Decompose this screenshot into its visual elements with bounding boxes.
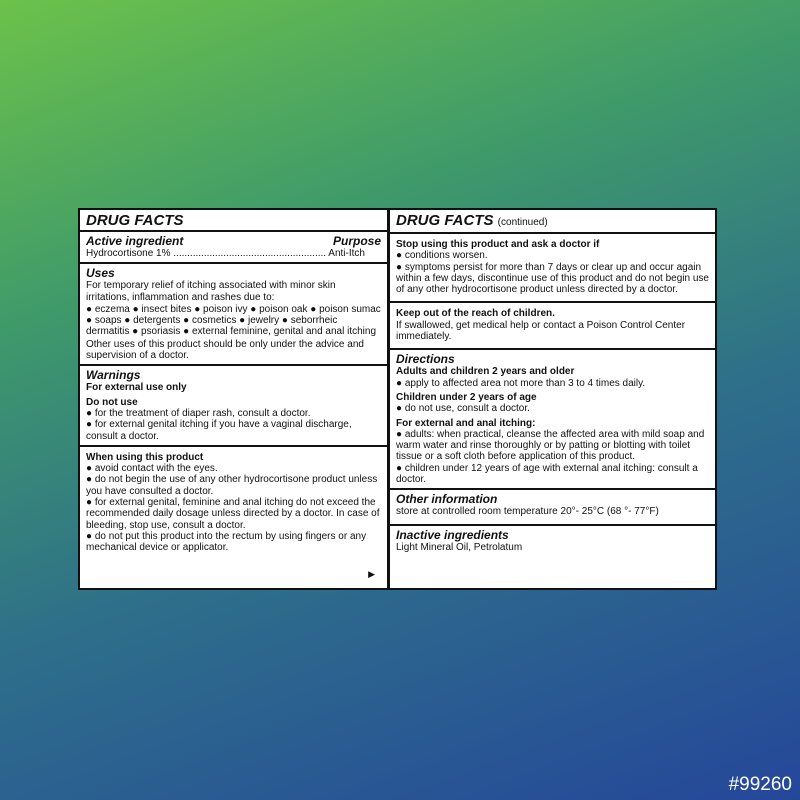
- warnings-title: Warnings: [86, 368, 141, 383]
- do-not-use-title: Do not use: [86, 396, 138, 408]
- adults-item: ● apply to affected area not more than 3 to 4 times daily.: [396, 377, 646, 389]
- stop-using-title: Stop using this product and ask a doctor if: [396, 239, 600, 250]
- when-using-section: [80, 447, 387, 588]
- stop-using-item: ● symptoms persist for more than 7 days or clear up and occur again within a few days, discontinue use of this product and do not begin use of any other hydrocortisone product unless directed by a doctor.: [396, 261, 709, 296]
- keep-out-text: If swallowed, get medical help or contact a Poison Control Center immediately.: [396, 319, 686, 343]
- anal-itching-item: ● children under 12 years of age with external anal itching: consult a doctor.: [396, 462, 698, 486]
- drug-facts-header-right: DRUG FACTS: [396, 212, 494, 229]
- inactive-ingredients-section: [390, 526, 715, 588]
- when-using-title: When using this product: [86, 451, 204, 463]
- directions-section: [390, 350, 715, 490]
- warnings-section: [80, 366, 387, 446]
- children-item: ● do not use, consult a doctor.: [396, 403, 530, 415]
- when-using-item: ● avoid contact with the eyes.: [86, 463, 218, 475]
- stop-using-item: ● conditions worsen.: [396, 250, 488, 262]
- keep-out-title: Keep out of the reach of children.: [396, 308, 555, 320]
- drug-facts-header: DRUG FACTS: [80, 210, 387, 232]
- continue-arrow-icon: ▶: [368, 568, 375, 579]
- drug-facts-left-column: [80, 210, 390, 588]
- drug-facts-continued-header: [390, 210, 715, 234]
- continued-label: (continued): [497, 217, 548, 228]
- active-ingredient-title: Active ingredient: [86, 234, 184, 248]
- anal-itching-item: ● adults: when practical, cleanse the affected area with mild soap and warm water and rinse thoroughly or by patting or blotting with toilet tissue or a soft cloth before application of this product.: [396, 428, 705, 463]
- sku-number: #99260: [728, 774, 792, 795]
- inactive-ingredients-text: Light Mineral Oil, Petrolatum: [396, 541, 523, 553]
- uses-other: Other uses of this product should be only under the advice and supervision of a doctor.: [86, 338, 364, 362]
- anal-itching-title: For external and anal itching:: [396, 417, 536, 429]
- external-use-text: For external use only: [86, 382, 187, 394]
- when-using-item: ● for external genital, feminine and anal itching do not exceed the recommended daily dosage unless directed by a doctor. In case of bleeding, stop use, consult a doctor.: [86, 497, 380, 531]
- active-ingredient-line: Hydrocortisone 1% ....................................................... Anti-Itch: [86, 248, 365, 259]
- uses-list: ● eczema ● insect bites ● poison ivy ● poison oak ● poison sumac ● soaps ● detergents ● cosmetics ● jewelry ● seborrheic dermatitis ● psoriasis ● external feminine, genital and anal itching: [86, 303, 381, 338]
- other-information-section: [390, 490, 715, 525]
- warning-item: ● for the treatment of diaper rash, consult a doctor.: [86, 407, 311, 419]
- when-using-item: ● do not begin the use of any other hydrocortisone product unless you have consulted a doctor.: [86, 474, 378, 497]
- children-title: Children under 2 years of age: [396, 391, 537, 403]
- other-information-title: Other information: [396, 492, 498, 507]
- purpose-title: Purpose: [332, 234, 381, 248]
- uses-section: [80, 264, 387, 366]
- inactive-ingredients-title: Inactive ingredients: [396, 527, 509, 542]
- drug-facts-label: [78, 208, 717, 590]
- active-ingredient-section: [80, 232, 387, 264]
- uses-title: Uses: [86, 266, 115, 281]
- when-using-item: ● do not put this product into the rectum by using fingers or any mechanical device or applicator.: [86, 530, 367, 554]
- keep-out-section: [390, 303, 715, 350]
- uses-intro: For temporary relief of itching associated with minor skin irritations, inflammation and rashes due to:: [86, 280, 336, 303]
- stop-using-section: [390, 234, 715, 303]
- other-information-text: store at controlled room temperature 20°- 25°C (68 °- 77°F): [396, 506, 659, 518]
- warning-item: ● for external genital itching if you have a vaginal discharge, consult a doctor.: [86, 419, 352, 442]
- drug-facts-right-column: [390, 210, 715, 588]
- directions-title: Directions: [396, 352, 455, 367]
- adults-title: Adults and children 2 years and older: [396, 366, 575, 378]
